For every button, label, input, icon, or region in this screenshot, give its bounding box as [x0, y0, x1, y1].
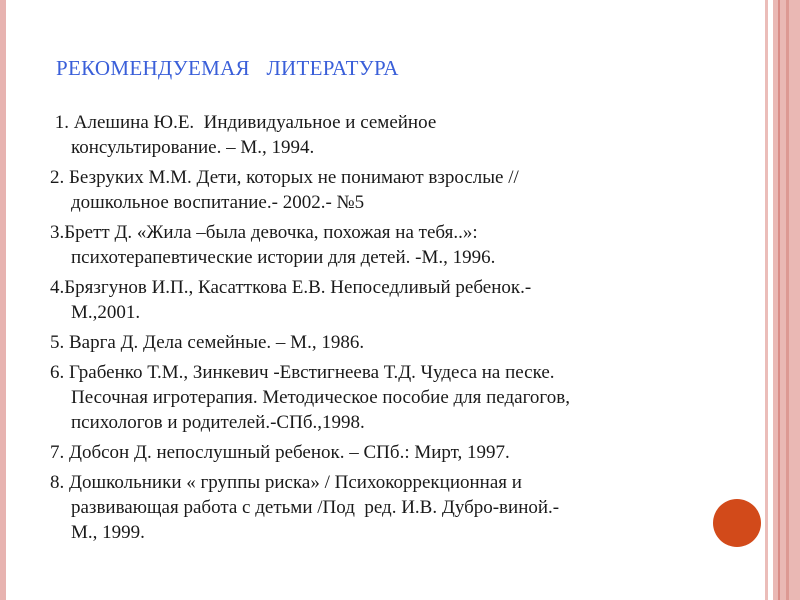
- entry-line: Песочная игротерапия. Методическое пособие для педагогов,: [71, 387, 570, 408]
- entry-line: 5. Варга Д. Дела семейные. – М., 1986.: [50, 332, 365, 353]
- entry-line: психологов и родителей.-СПб.,1998.: [71, 412, 365, 433]
- slide-right-stripe: [765, 0, 768, 600]
- bibliography-entry: [50, 220, 690, 270]
- entry-line: М., 1999.: [71, 522, 145, 543]
- bibliography-entry: [50, 470, 690, 545]
- entry-line: 6. Грабенко Т.М., Зинкевич -Евстигнеева Т.Д. Чудеса на песке.: [50, 362, 555, 383]
- bibliography-entry: [50, 360, 690, 435]
- entry-line: 4.Брязгунов И.П., Касатткова Е.В. Непоседливый ребенок.-: [50, 277, 532, 298]
- bibliography-entry: [50, 165, 690, 215]
- slide-right-stripe: [778, 0, 780, 600]
- entry-line: консультирование. – М., 1994.: [71, 137, 315, 158]
- entry-line: психотерапевтические истории для детей. -М., 1996.: [71, 247, 496, 268]
- slide-left-border: [0, 0, 6, 600]
- entry-line: 3.Бретт Д. «Жила –была девочка, похожая на тебя..»:: [50, 222, 478, 243]
- entry-line: 7. Добсон Д. непослушный ребенок. – СПб.: Мирт, 1997.: [50, 442, 510, 463]
- bibliography-entry: [50, 110, 690, 160]
- bibliography-entry: [50, 440, 690, 465]
- slide-right-stripe: [786, 0, 789, 600]
- bibliography-entry: [50, 275, 690, 325]
- entry-line: развивающая работа с детьми /Под ред. И.В. Дубро-виной.-: [71, 497, 560, 518]
- bibliography-entry: [50, 330, 690, 355]
- entry-line: 8. Дошкольники « группы риска» / Психокоррекционная и: [50, 472, 522, 493]
- entry-line: дошкольное воспитание.- 2002.- №5: [71, 192, 365, 213]
- decorative-circle: [713, 499, 761, 547]
- entry-line: 2. Безруких М.М. Дети, которых не понимают взрослые //: [50, 167, 519, 188]
- entry-line: 1. Алешина Ю.Е. Индивидуальное и семейное: [50, 112, 437, 133]
- bibliography-list: [50, 110, 690, 550]
- slide-title: РЕКОМЕНДУЕМАЯ ЛИТЕРАТУРА: [56, 56, 399, 80]
- entry-line: М.,2001.: [71, 302, 141, 323]
